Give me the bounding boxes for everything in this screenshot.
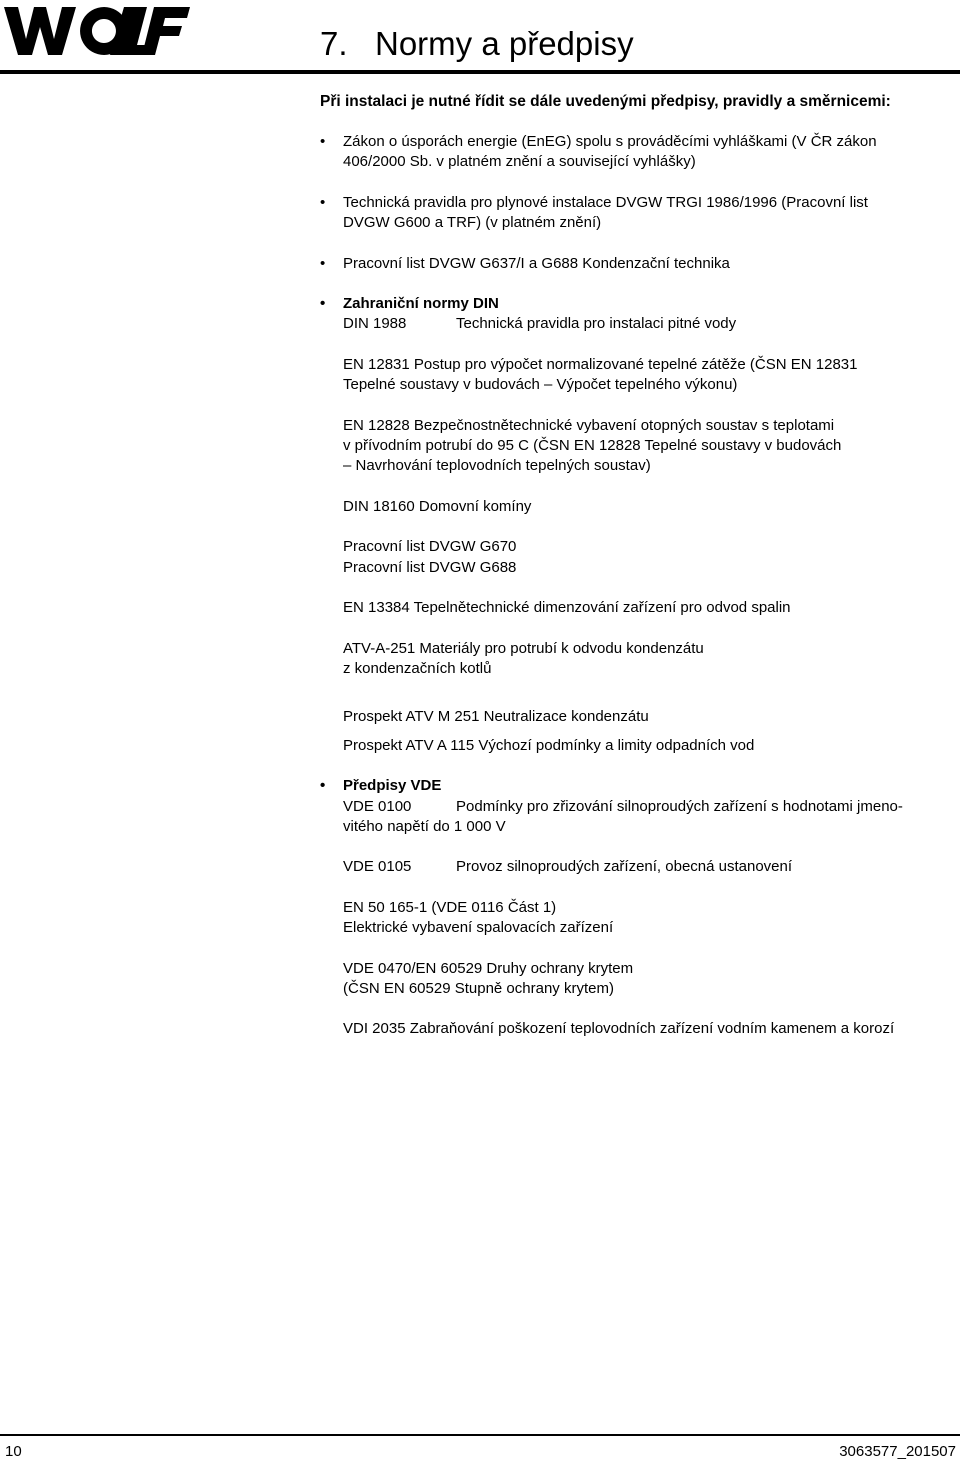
prospekt-line: Prospekt ATV A 115 Výchozí podmínky a limity odpadních vod: [343, 736, 755, 754]
vde-heading: Předpisy VDE: [343, 777, 442, 795]
item-line: 406/2000 Sb. v platném znění a související vyhlášky): [343, 153, 696, 171]
item-line: Zákon o úsporách energie (EnEG) spolu s prováděcími vyhláškami (V ČR zákon: [343, 133, 877, 150]
list-item: [320, 193, 960, 234]
vde0105-row: [343, 857, 960, 877]
vdi2035-line: VDI 2035 Zabraňování poškození teplovodních zařízení vodním kamenem a korozí: [343, 1020, 895, 1038]
list-item: [320, 132, 960, 173]
en12831-line: EN 12831 Postup pro výpočet normalizované tepelné zátěže (ČSN EN 12831: [343, 355, 858, 373]
standard-text: Provoz silnoproudých zařízení, obecná ustanovení: [456, 858, 793, 876]
bullet: •: [320, 254, 326, 272]
din-section: [320, 294, 960, 756]
header-rule: [0, 70, 960, 74]
en12831-line: Tepelné soustavy v budovách – Výpočet tepelného výkonu): [343, 376, 738, 394]
standard-code: VDE 0105: [343, 858, 412, 876]
standard-code: DIN 1988: [343, 315, 407, 333]
document-number: 3063577_201507: [839, 1443, 956, 1460]
bullet: •: [320, 193, 326, 211]
chapter-number: 7.: [320, 25, 348, 62]
vde0470-line: (ČSN EN 60529 Stupně ochrany krytem): [343, 979, 614, 997]
en12828-line: EN 12828 Bezpečnostnětechnické vybavení otopných soustav s teplotami: [343, 416, 835, 434]
dvgw-line: Pracovní list DVGW G670: [343, 538, 517, 556]
intro-text: Při instalaci je nutné řídit se dále uvedenými předpisy, pravidly a směrnicemi:: [320, 93, 891, 110]
standard-code: VDE 0100: [343, 797, 412, 815]
en12828-line: v přívodním potrubí do 95 C (ČSN EN 12828 Tepelné soustavy v budovách: [343, 437, 842, 455]
bullet: •: [320, 295, 326, 313]
din1988-row: [343, 314, 960, 334]
page-title: [320, 24, 634, 64]
din-heading: Zahraniční normy DIN: [343, 295, 499, 313]
dvgw-line: Pracovní list DVGW G688: [343, 558, 517, 576]
vde-section: [320, 776, 960, 1040]
atv-line: ATV-A-251 Materiály pro potrubí k odvodu kondenzátu: [343, 639, 704, 657]
item-line: Pracovní list DVGW G637/I a G688 Kondenzační technika: [343, 254, 730, 272]
bullet: •: [320, 777, 326, 795]
wolf-logo: [4, 5, 190, 57]
en13384-line: EN 13384 Tepelnětechnické dimenzování zařízení pro odvod spalin: [343, 599, 791, 617]
din18160-line: DIN 18160 Domovní komíny: [343, 497, 532, 515]
prospekt-line: Prospekt ATV M 251 Neutralizace kondenzátu: [343, 708, 649, 726]
item-line: DVGW G600 a TRF) (v platném znění): [343, 214, 602, 232]
standard-text: Podmínky pro zřizování silnoproudých zařízení s hodnotami jmeno-: [456, 797, 903, 815]
item-line: Technická pravidla pro plynové instalace DVGW TRGI 1986/1996 (Pracovní list: [343, 193, 868, 211]
standards-list: [320, 132, 960, 1040]
en50165-line: Elektrické vybavení spalovacích zařízení: [343, 919, 614, 937]
vde0100-row: [343, 797, 960, 817]
vde0470-line: VDE 0470/EN 60529 Druhy ochrany krytem: [343, 959, 634, 977]
atv-line: z kondenzačních kotlů: [343, 659, 492, 677]
chapter-title: Normy a předpisy: [375, 25, 634, 62]
en50165-line: EN 50 165-1 (VDE 0116 Část 1): [343, 898, 557, 916]
footer-rule: [0, 1434, 960, 1436]
list-item: [320, 254, 960, 274]
standard-text: Technická pravidla pro instalaci pitné vody: [456, 315, 737, 333]
en12828-line: – Navrhování teplovodních tepelných soustav): [343, 457, 651, 475]
bullet: •: [320, 133, 326, 150]
page-number: 10: [5, 1443, 22, 1460]
standard-text-cont: vitého napětí do 1 000 V: [343, 817, 506, 835]
